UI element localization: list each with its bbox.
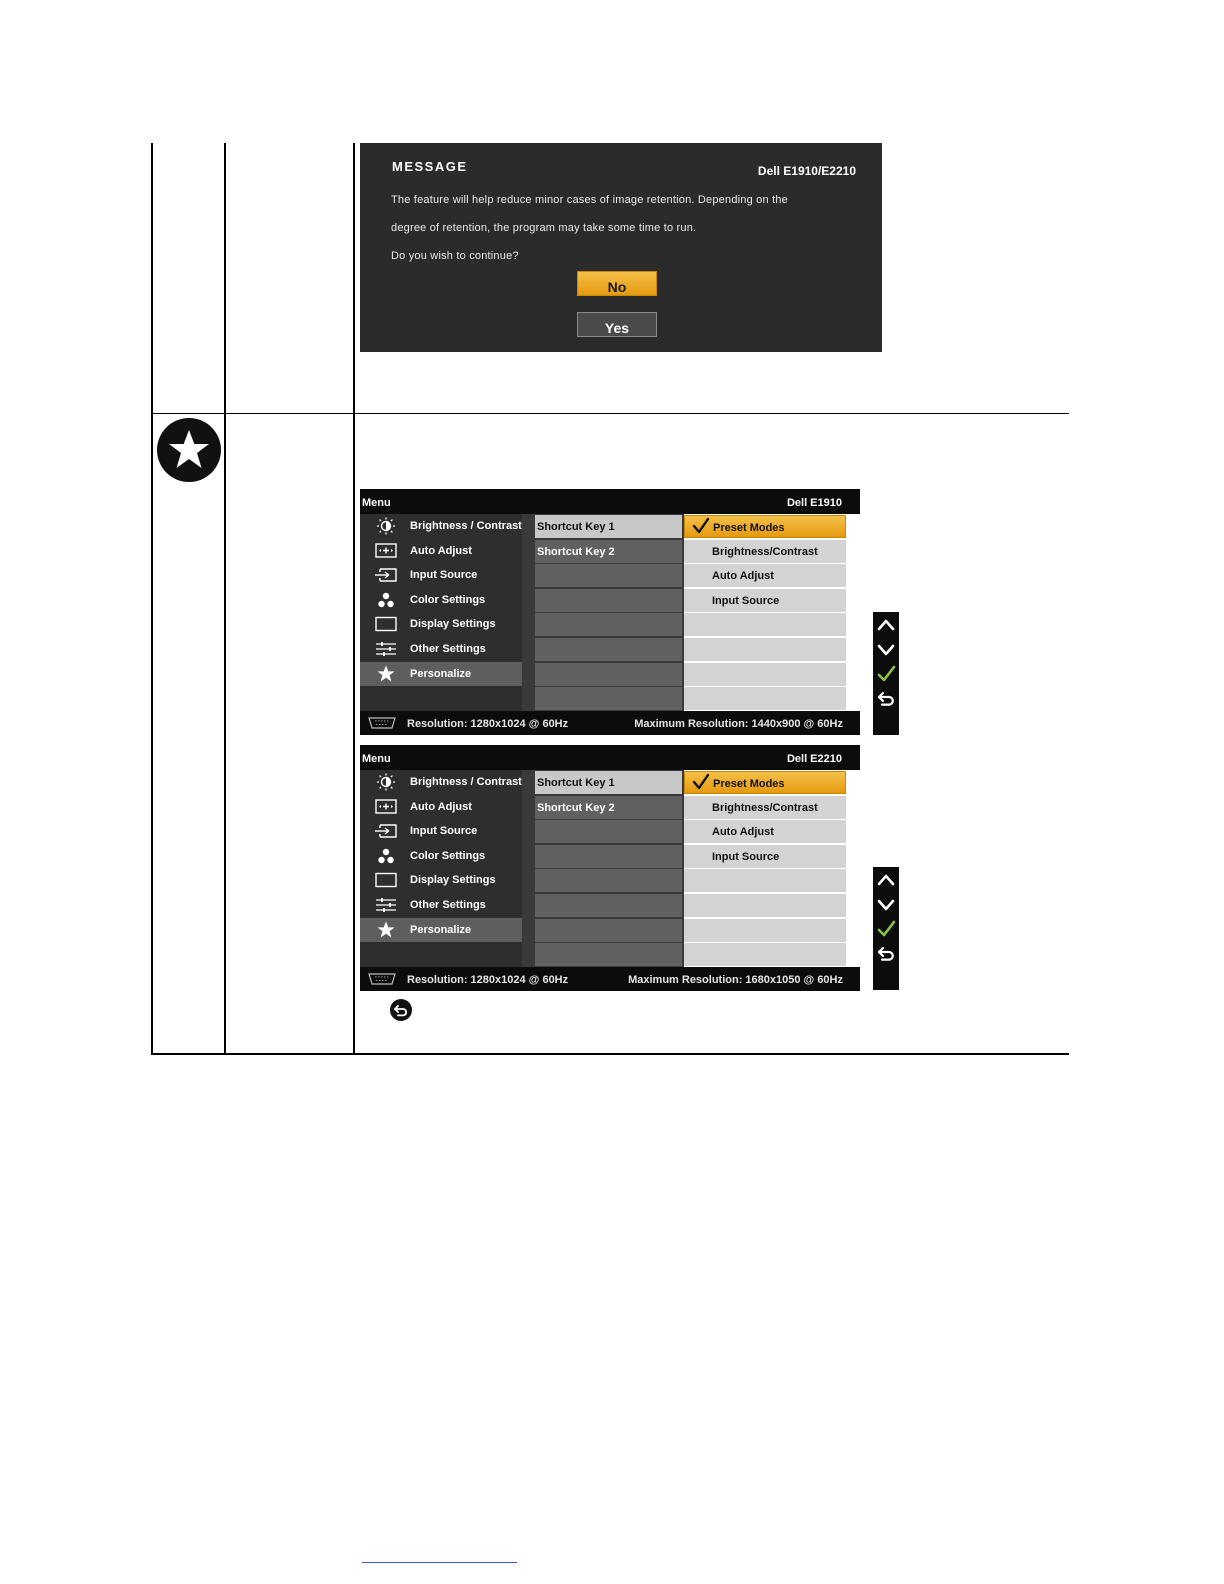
osd-menu-item-label: Personalize — [410, 923, 472, 936]
osd-menu-item-3[interactable] — [360, 563, 522, 587]
max-resolution: Maximum Resolution: 1680x1050 @ 60Hz — [628, 974, 843, 986]
down-arrow-icon[interactable] — [876, 895, 896, 920]
osd-submenu — [522, 770, 684, 967]
osd-menu-label: Menu — [362, 497, 391, 509]
osd-menu-item-6[interactable] — [360, 637, 522, 661]
dialog-text-line-1: The feature will help reduce minor cases of image retention. Depending on the — [391, 194, 788, 206]
osd-menu-item-4[interactable] — [360, 588, 522, 612]
osd-menu-e2210 — [360, 745, 860, 991]
osd-menu-item-7[interactable] — [360, 918, 522, 942]
osd-model-label: Dell E1910 — [786, 497, 842, 509]
osd-menu-e1910 — [360, 489, 860, 735]
other-settings-icon — [374, 640, 398, 661]
option-cell[interactable] — [684, 869, 846, 892]
option-label: Preset Modes — [713, 522, 785, 534]
shortcut-key-cell[interactable] — [535, 687, 682, 710]
option-cell[interactable] — [684, 894, 846, 917]
display-settings-icon — [374, 871, 398, 892]
osd-menu-item-label: Input Source — [410, 825, 478, 838]
osd-menu-item-label: Color Settings — [410, 849, 486, 862]
table-border-col2 — [224, 143, 226, 1055]
option-cell[interactable] — [684, 796, 846, 819]
check-icon[interactable] — [876, 664, 896, 689]
shortcut-key-cell[interactable] — [535, 515, 682, 538]
osd-options — [684, 770, 860, 967]
down-arrow-icon[interactable] — [876, 640, 896, 665]
option-cell[interactable] — [684, 919, 846, 942]
auto-adjust-icon — [374, 542, 398, 563]
option-cell[interactable] — [684, 687, 846, 710]
message-dialog — [360, 143, 882, 352]
osd-options — [684, 514, 860, 711]
shortcut-key-cell[interactable] — [535, 589, 682, 612]
osd-menu-item-label: Other Settings — [410, 899, 486, 911]
shortcut-key-label: Shortcut Key 2 — [537, 545, 615, 558]
osd-header — [360, 745, 860, 770]
osd-menu-item-1[interactable] — [360, 770, 522, 794]
current-resolution: Resolution: 1280x1024 @ 60Hz — [407, 718, 569, 730]
osd-main-menu — [360, 770, 522, 967]
table-bottom-border — [151, 1053, 1069, 1055]
option-cell[interactable] — [684, 845, 846, 868]
shortcut-key-cell[interactable] — [535, 820, 682, 843]
up-arrow-icon[interactable] — [876, 615, 896, 640]
display-settings-icon — [374, 615, 398, 636]
brightness-icon — [374, 517, 398, 538]
table-row-divider — [151, 413, 1069, 414]
check-icon — [692, 517, 710, 540]
option-label: Preset Modes — [713, 778, 785, 790]
osd-menu-item-label: Display Settings — [410, 618, 496, 631]
option-cell[interactable] — [684, 564, 846, 587]
shortcut-key-cell[interactable] — [535, 894, 682, 917]
brightness-icon — [374, 773, 398, 794]
input-source-icon — [374, 822, 398, 843]
option-cell[interactable] — [684, 613, 846, 636]
option-cell[interactable] — [684, 515, 846, 538]
link-underline — [362, 1562, 517, 1563]
table-border-left — [151, 143, 153, 1055]
yes-button[interactable]: Yes — [577, 312, 657, 337]
option-cell[interactable] — [684, 663, 846, 686]
osd-menu-label: Menu — [362, 753, 391, 765]
shortcut-key-cell[interactable] — [535, 540, 682, 563]
current-resolution: Resolution: 1280x1024 @ 60Hz — [407, 974, 569, 986]
osd-menu-item-label: Display Settings — [410, 874, 496, 887]
color-settings-icon — [374, 591, 398, 612]
option-cell[interactable] — [684, 943, 846, 966]
personalize-star-icon — [157, 418, 221, 482]
osd-menu-item-label: Auto Adjust — [410, 800, 472, 813]
option-label: Brightness/Contrast — [712, 545, 818, 558]
osd-menu-item-4[interactable] — [360, 844, 522, 868]
other-settings-icon — [374, 896, 398, 917]
shortcut-key-cell[interactable] — [535, 869, 682, 892]
max-resolution: Maximum Resolution: 1440x900 @ 60Hz — [634, 718, 843, 730]
osd-nav-buttons-2 — [873, 867, 899, 990]
osd-menu-item-label: Input Source — [410, 569, 478, 582]
osd-footer — [360, 711, 860, 735]
check-icon — [692, 773, 710, 796]
osd-menu-item-5[interactable] — [360, 612, 522, 636]
input-source-icon — [374, 566, 398, 587]
option-label: Brightness/Contrast — [712, 801, 818, 814]
shortcut-key-cell[interactable] — [535, 663, 682, 686]
option-label: Auto Adjust — [712, 826, 774, 839]
back-icon[interactable] — [876, 944, 896, 969]
osd-menu-item-label: Other Settings — [410, 643, 486, 655]
osd-menu-item-3[interactable] — [360, 819, 522, 843]
star-icon — [374, 665, 398, 686]
shortcut-key-cell[interactable] — [535, 845, 682, 868]
dialog-title: MESSAGE — [392, 159, 468, 174]
shortcut-key-label: Shortcut Key 2 — [537, 801, 615, 814]
vga-connector-icon — [366, 717, 398, 732]
osd-menu-item-1[interactable] — [360, 514, 522, 538]
option-label: Input Source — [712, 850, 780, 863]
shortcut-key-cell[interactable] — [535, 796, 682, 819]
osd-menu-item-label: Brightness / Contrast — [410, 776, 522, 788]
shortcut-key-label: Shortcut Key 1 — [537, 777, 615, 789]
option-cell[interactable] — [684, 540, 846, 563]
star-icon — [374, 921, 398, 942]
back-icon — [390, 999, 412, 1021]
check-icon[interactable] — [876, 919, 896, 944]
option-label: Auto Adjust — [712, 570, 774, 583]
osd-menu-item-label: Color Settings — [410, 593, 486, 606]
osd-footer — [360, 967, 860, 991]
option-label: Input Source — [712, 594, 780, 607]
dialog-model: Dell E1910/E2210 — [757, 164, 856, 178]
osd-menu-item-label: Personalize — [410, 667, 472, 680]
dialog-text-line-2: degree of retention, the program may take some time to run. — [391, 222, 697, 234]
osd-menu-item-label: Auto Adjust — [410, 544, 472, 557]
osd-menu-item-2[interactable] — [360, 539, 522, 563]
color-settings-icon — [374, 847, 398, 868]
shortcut-key-cell[interactable] — [535, 564, 682, 587]
osd-main-menu — [360, 514, 522, 711]
shortcut-key-cell[interactable] — [535, 771, 682, 794]
up-arrow-icon[interactable] — [876, 870, 896, 895]
option-cell[interactable] — [684, 820, 846, 843]
option-cell[interactable] — [684, 638, 846, 661]
table-border-col3 — [353, 143, 355, 1055]
option-cell[interactable] — [684, 771, 846, 794]
osd-menu-item-7[interactable] — [360, 662, 522, 686]
auto-adjust-icon — [374, 798, 398, 819]
osd-menu-item-6[interactable] — [360, 893, 522, 917]
osd-nav-buttons-1 — [873, 612, 899, 735]
no-button[interactable]: No — [577, 271, 657, 296]
osd-model-label: Dell E2210 — [786, 753, 842, 765]
osd-menu-item-2[interactable] — [360, 795, 522, 819]
shortcut-key-cell[interactable] — [535, 613, 682, 636]
option-cell[interactable] — [684, 589, 846, 612]
dialog-text-line-3: Do you wish to continue? — [391, 250, 519, 262]
shortcut-key-cell[interactable] — [535, 638, 682, 661]
osd-menu-item-5[interactable] — [360, 868, 522, 892]
shortcut-key-cell[interactable] — [535, 943, 682, 966]
vga-connector-icon — [366, 973, 398, 988]
shortcut-key-cell[interactable] — [535, 919, 682, 942]
osd-menu-item-label: Brightness / Contrast — [410, 520, 522, 532]
osd-header — [360, 489, 860, 514]
back-icon[interactable] — [876, 689, 896, 714]
osd-submenu — [522, 514, 684, 711]
shortcut-key-label: Shortcut Key 1 — [537, 521, 615, 533]
